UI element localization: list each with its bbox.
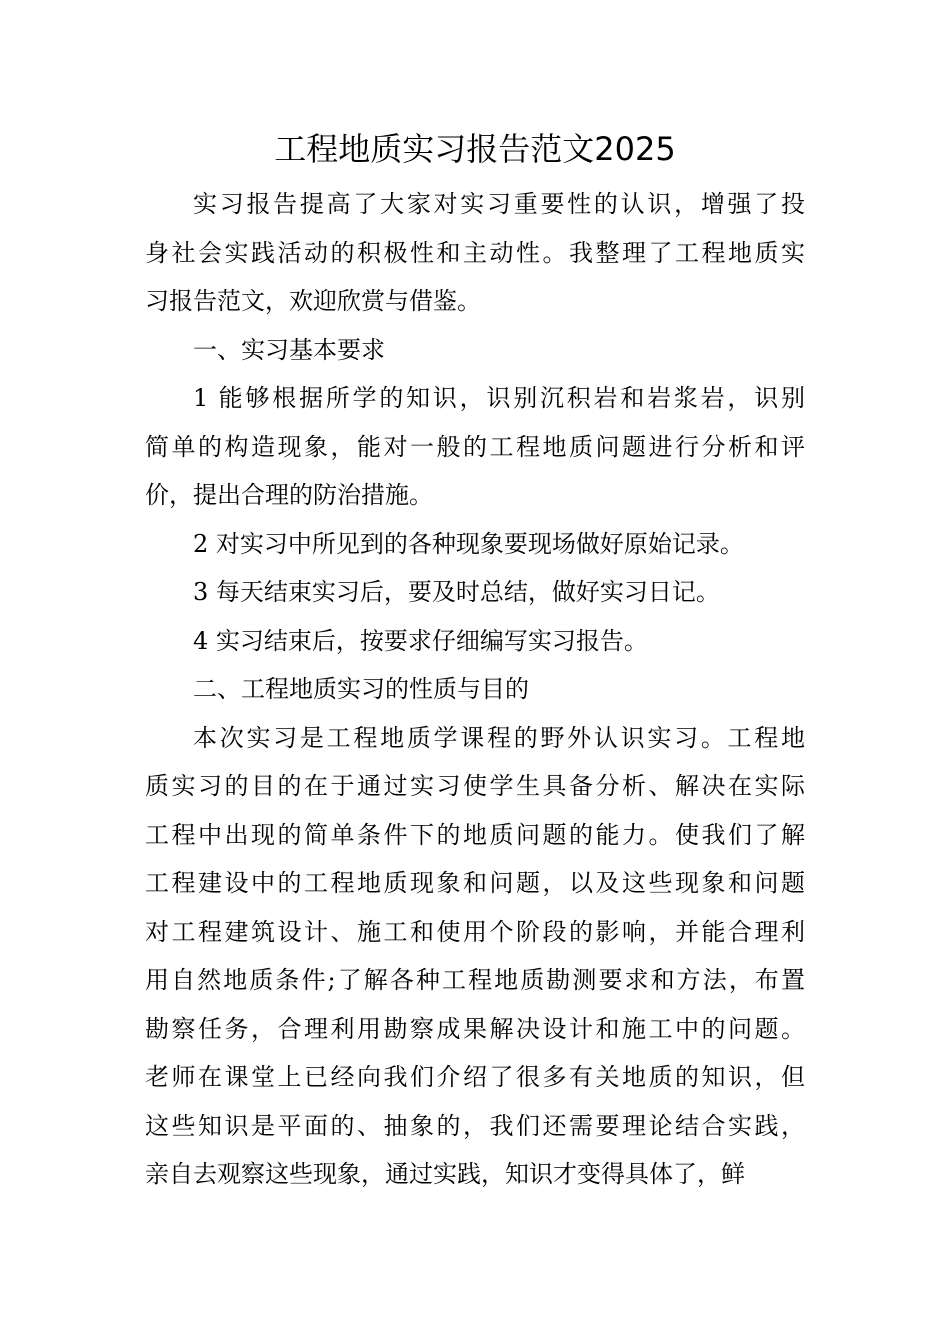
paragraph-req-3 (145, 568, 805, 617)
text-line: 质实习的目的在于通过实习使学生具备分析、解决在实际 (145, 772, 805, 800)
text-line: 工程中出现的简单条件下的地质问题的能力。使我们了解 (145, 820, 805, 849)
document-body (145, 180, 805, 1199)
paragraph-heading-1 (145, 326, 805, 375)
text-line: 二、工程地质实习的性质与目的 (193, 675, 529, 703)
paragraph-req-1 (145, 374, 805, 520)
text-line: 本次实习是工程地质学课程的野外认识实习。工程地 (193, 723, 805, 752)
text-line: 习报告范文，欢迎欣赏与借鉴。 (145, 287, 481, 315)
text-line: 3 每天结束实习后，要及时总结，做好实习日记。 (193, 578, 720, 606)
text-line: 价，提出合理的防治措施。 (145, 481, 433, 509)
document-title: 工程地质实习报告范文2025 (274, 130, 676, 168)
text-line: 身社会实践活动的积极性和主动性。我整理了工程地质实 (145, 238, 805, 267)
text-line: 用自然地质条件;了解各种工程地质勘测要求和方法，布置 (145, 966, 805, 994)
text-line: 老师在课堂上已经向我们介绍了很多有关地质的知识，但 (145, 1063, 805, 1091)
paragraph-heading-2 (145, 665, 805, 714)
text-line: 勘察任务，合理利用勘察成果解决设计和施工中的问题。 (145, 1014, 805, 1043)
text-line: 工程建设中的工程地质现象和问题，以及这些现象和问题 (145, 869, 805, 897)
text-line: 2 对实习中所见到的各种现象要现场做好原始记录。 (193, 529, 744, 558)
text-line: 对工程建筑设计、施工和使用个阶段的影响，并能合理利 (145, 917, 805, 946)
text-line: 一、实习基本要求 (193, 335, 385, 364)
paragraph-req-4 (145, 617, 805, 666)
paragraph-req-2 (145, 520, 805, 569)
text-line: 1 能够根据所学的知识，识别沉积岩和岩浆岩，识别 (193, 384, 805, 412)
paragraph-purpose (145, 714, 805, 1199)
text-line: 实习报告提高了大家对实习重要性的认识，增强了投 (193, 190, 805, 218)
text-line: 这些知识是平面的、抽象的，我们还需要理论结合实践， (145, 1111, 805, 1140)
paragraph-intro (145, 180, 805, 326)
text-line: 4 实习结束后，按要求仔细编写实习报告。 (193, 626, 648, 655)
text-line: 简单的构造现象，能对一般的工程地质问题进行分析和评 (145, 432, 805, 461)
text-line: 亲自去观察这些现象，通过实践，知识才变得具体了，鲜 (145, 1160, 745, 1188)
